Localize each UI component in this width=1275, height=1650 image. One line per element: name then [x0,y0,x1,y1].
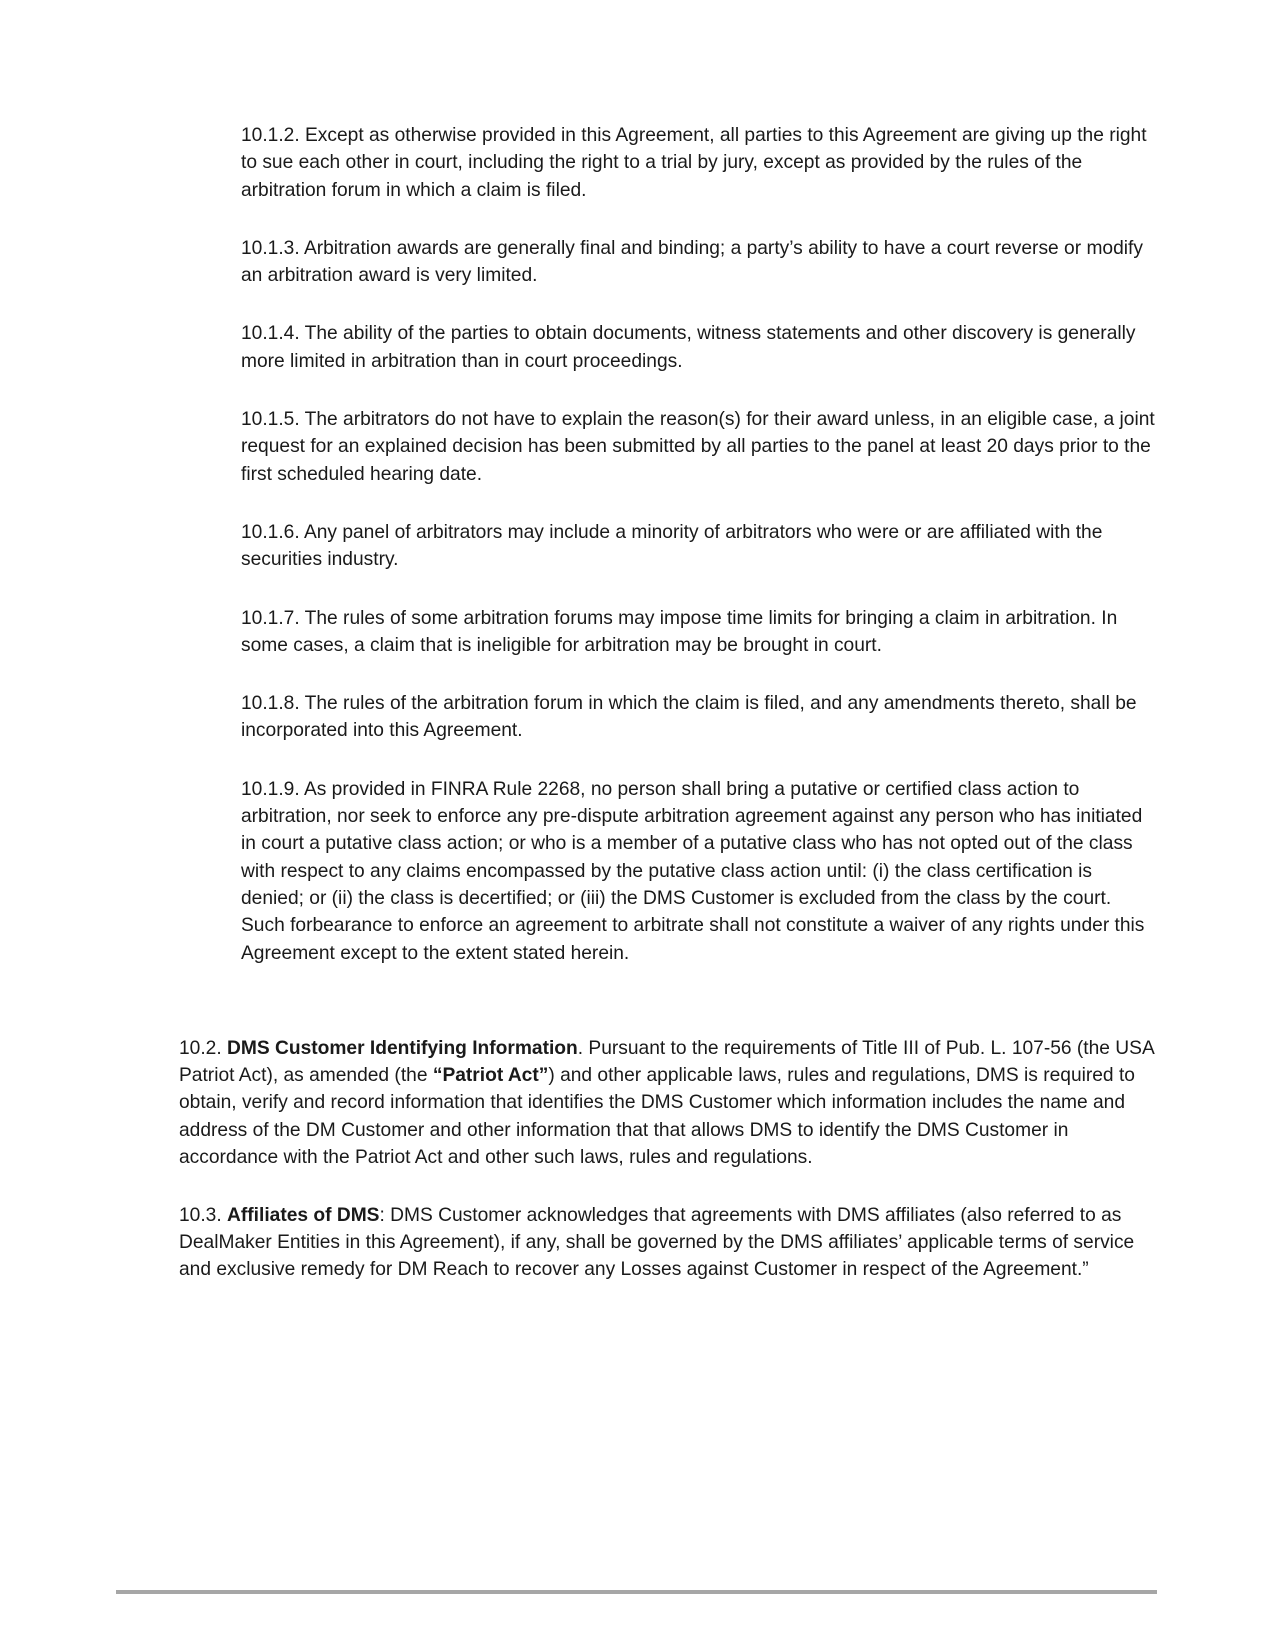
section-10-3-text: : DMS Customer acknowledges that agreements with DMS affiliates (also referred to as DealMaker Entities in this Agreement), if any, shall be governed by the DMS affiliates’ applicable terms of service and exclusive remedy for DM Reach to recover any Losses against Customer in respect of the Agreement.” [179,1205,1135,1281]
section-10-2-heading: DMS Customer Identifying Information [227,1038,578,1059]
section-10-2 [179,1035,1154,1171]
section-10-2-number: 10.2. [179,1038,222,1059]
subsection-10-1-7: 10.1.7. The rules of some arbitration forums may impose time limits for bringing a claim in arbitration. In some cases, a claim that is ineligible for arbitration may be brought in court. [241,607,1118,656]
subsection-10-1-2: 10.1.2. Except as otherwise provided in this Agreement, all parties to this Agreement are giving up the right to sue each other in court, including the right to a trial by jury, except as provided by the rules of the arbitration forum in which a claim is filed. [241,125,1147,201]
footer-divider [116,1590,1157,1594]
patriot-act-term: “Patriot Act” [432,1065,549,1087]
subsection-10-1-5: 10.1.5. The arbitrators do not have to explain the reason(s) for their award unless, in an eligible case, a joint request for an explained decision has been submitted by all parties to the panel at least 20 days prior to the first scheduled hearing date. [241,409,1155,485]
subsection-10-1-6: 10.1.6. Any panel of arbitrators may include a minority of arbitrators who were or are affiliated with the securities industry. [241,521,1103,571]
main-sections [179,1035,1154,1315]
section-10-3 [179,1202,1154,1284]
section-10-2-text-a: . Pursuant to the requirements of Title III of Pub. L. 107-56 (the USA Patriot Act), as amended (the [179,1038,1154,1087]
section-10-2-text-b: ) and other applicable laws, rules and regulations, DMS is required to obtain, verify and record information that identifies the DMS Customer which information includes the name and address of the DM Customer and other information that that allows DMS to identify the DMS Customer in accordance with the Patriot Act and other such laws, rules and regulations. [179,1065,1135,1168]
subsection-10-1-3: 10.1.3. Arbitration awards are generally final and binding; a party’s ability to have a court reverse or modify an arbitration award is very limited. [241,237,1143,287]
subsection-10-1-4: 10.1.4. The ability of the parties to obtain documents, witness statements and other discovery is generally more limited in arbitration than in court proceedings. [241,323,1136,372]
section-10-3-number: 10.3. [179,1205,222,1227]
section-10-3-heading: Affiliates of DMS [227,1205,380,1227]
subsection-10-1-9: 10.1.9. As provided in FINRA Rule 2268, no person shall bring a putative or certified class action to arbitration, nor seek to enforce any pre-dispute arbitration agreement against any person who has initiated in court a putative class action; or who is a member of a putative class who has not opted out of the class with respect to any claims encompassed by the putative class action until: (i) the class certification is denied; or (ii) the class is decertified; or (iii) the DMS Customer is excluded from the class by the court. Such forbearance to enforce an agreement to arbitrate shall not constitute a waiver of any rights under this Agreement except to the extent stated herein. [241,778,1145,964]
arbitration-subsections [241,122,1156,998]
subsection-10-1-8: 10.1.8. The rules of the arbitration forum in which the claim is filed, and any amendments thereto, shall be incorporated into this Agreement. [241,693,1137,742]
